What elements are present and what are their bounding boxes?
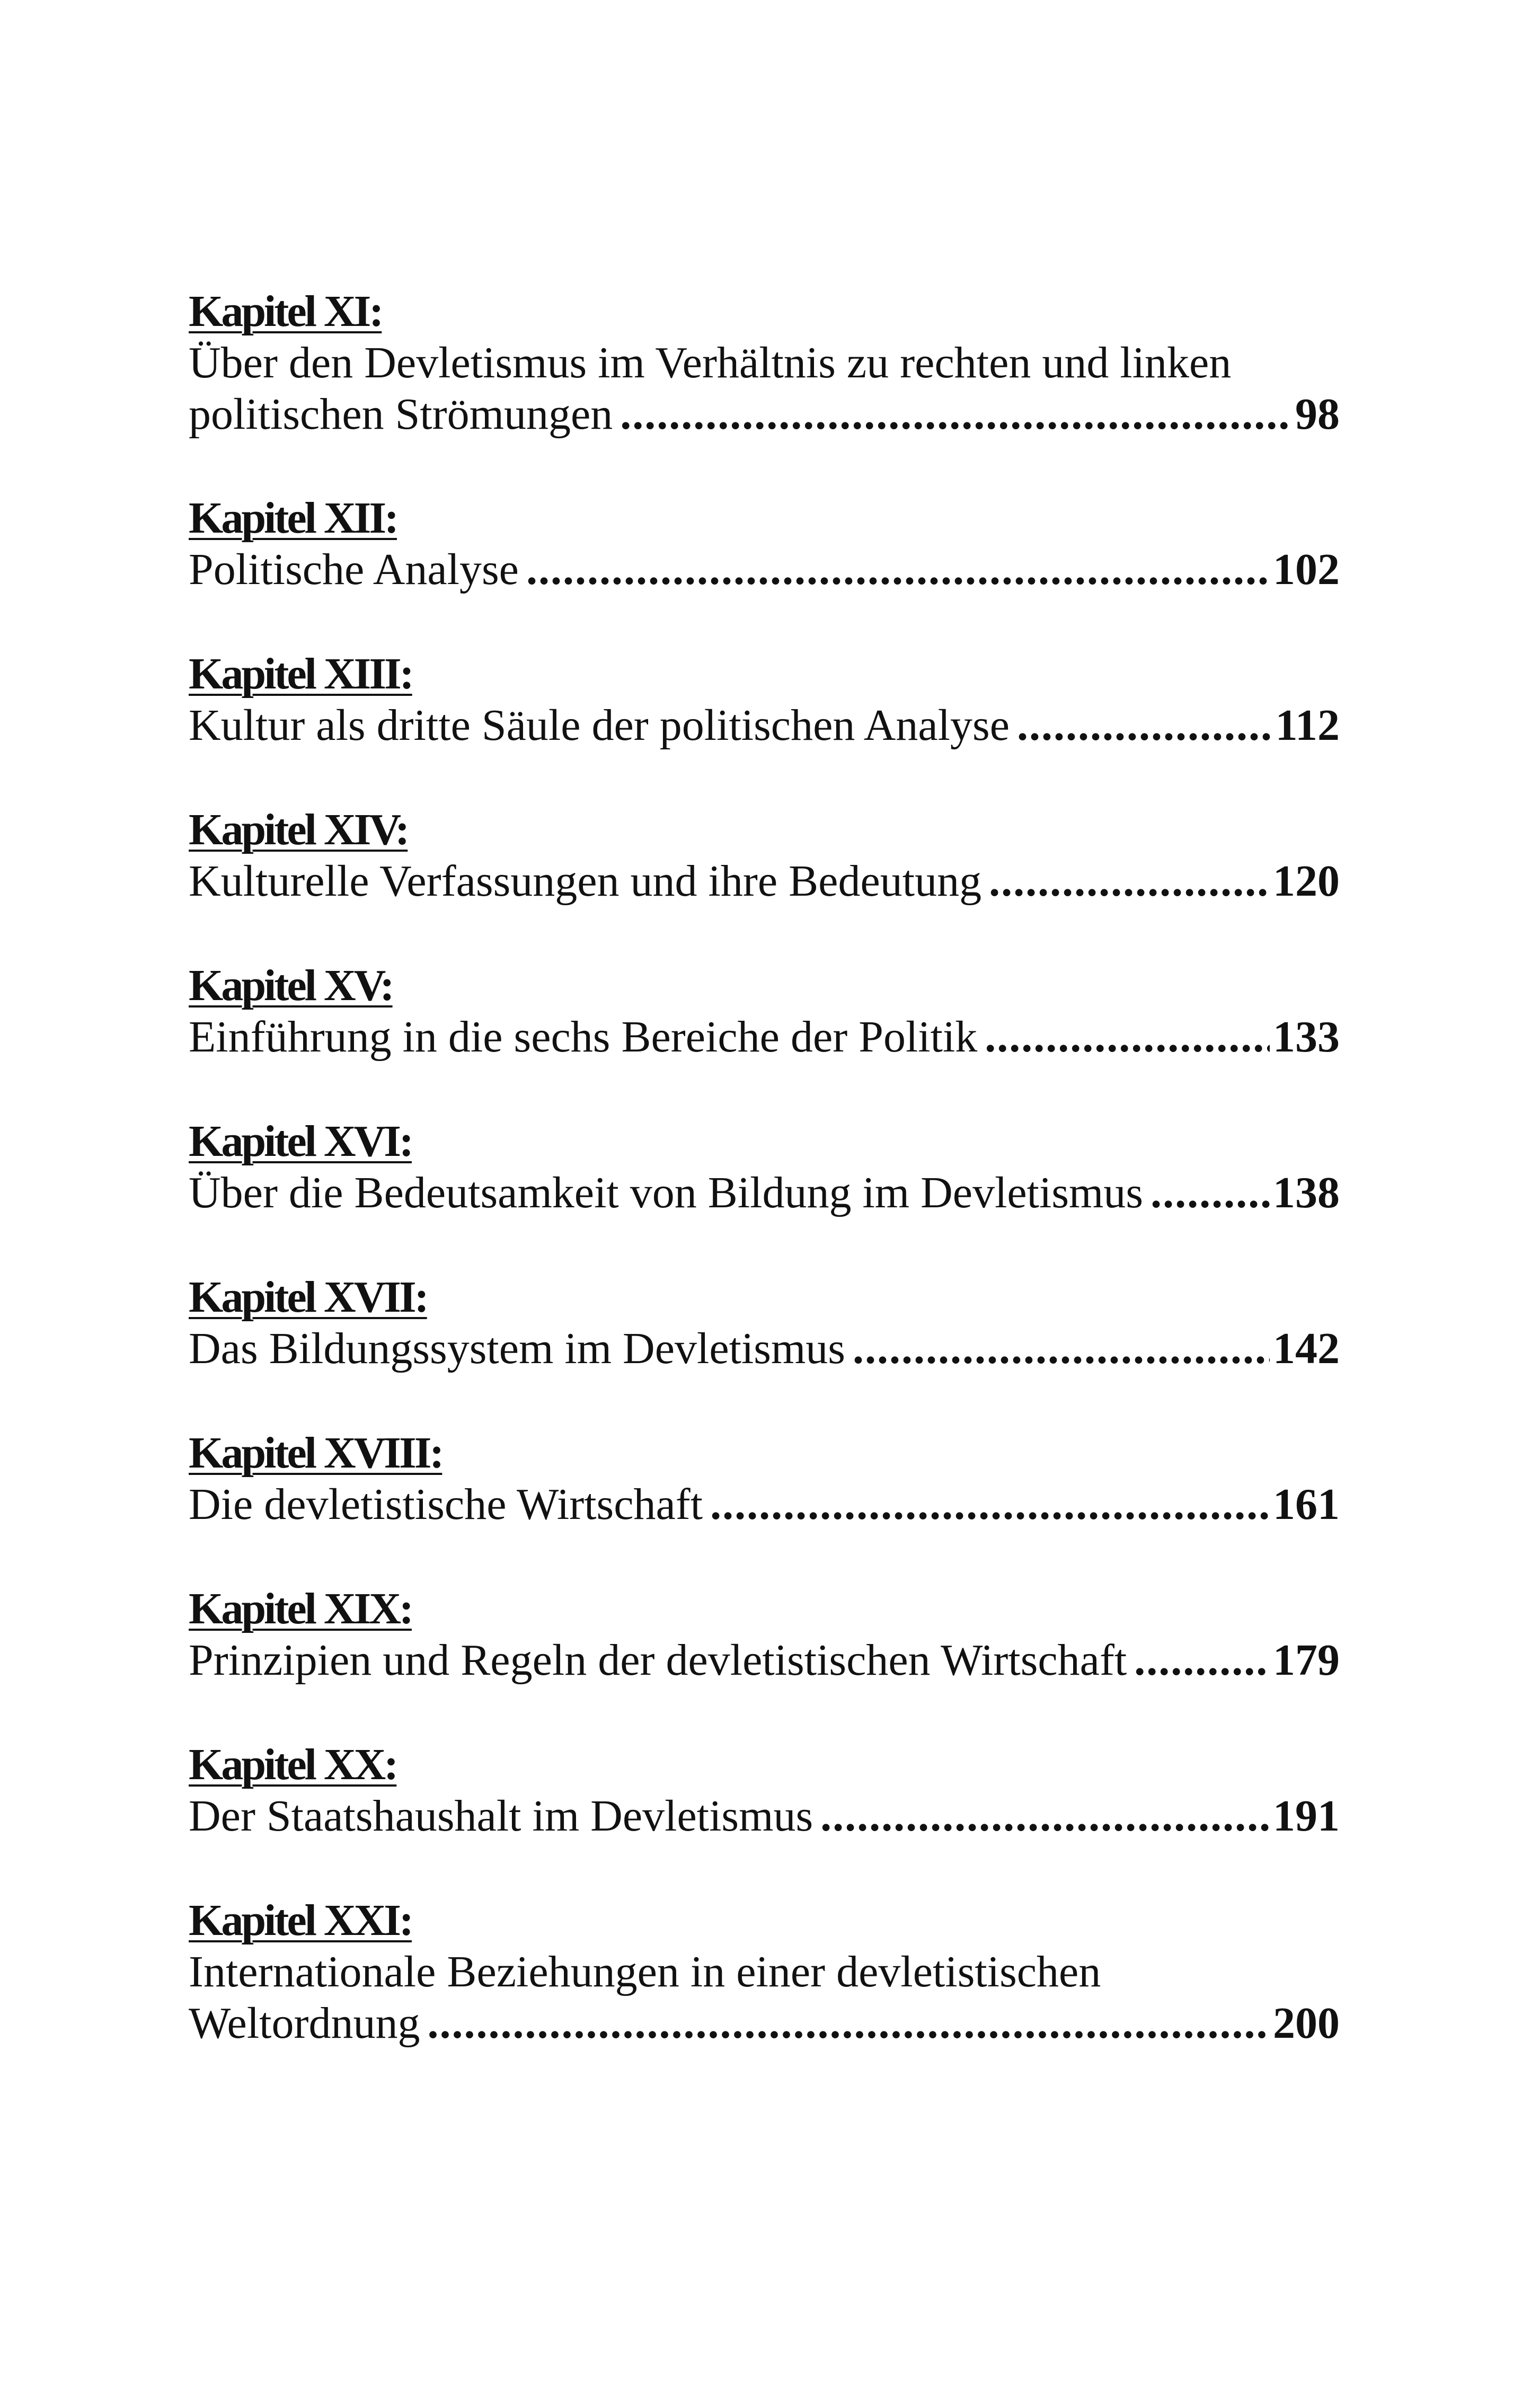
toc-line (189, 1323, 1340, 1374)
dot-leader (985, 1011, 1270, 1063)
chapter-title: Das Bildungssystem im Devletismus (189, 1324, 845, 1373)
toc-entry-kapitel-xv (189, 960, 1340, 1116)
toc-line (189, 1634, 1340, 1686)
chapter-heading: Kapitel XVIII: (189, 1428, 442, 1478)
dot-leader (989, 855, 1270, 907)
chapter-title-line: Über den Devletismus im Verhältnis zu rechten und linken (189, 338, 1232, 387)
toc-line (189, 700, 1340, 751)
page-number: 200 (1273, 1999, 1340, 2048)
chapter-heading: Kapitel XII: (189, 493, 397, 543)
chapter-title: Kulturelle Verfassungen und ihre Bedeutung (189, 856, 982, 906)
toc-entry-kapitel-xvii (189, 1272, 1340, 1428)
toc-line (189, 1167, 1340, 1218)
page-number: 112 (1275, 701, 1340, 750)
dot-leader (1134, 1634, 1270, 1686)
page-number: 138 (1273, 1168, 1340, 1217)
toc-line (189, 855, 1340, 907)
chapter-title: Weltordnung (189, 1999, 420, 2048)
toc-entry-kapitel-xx (189, 1739, 1340, 1895)
chapter-heading: Kapitel XIII: (189, 649, 412, 699)
page-number: 142 (1273, 1324, 1340, 1373)
toc-line (189, 1790, 1340, 1842)
dot-leader (710, 1479, 1270, 1530)
chapter-title-line: Internationale Beziehungen in einer devletistischen (189, 1947, 1101, 1996)
dot-leader (428, 1998, 1270, 2049)
chapter-title: Prinzipien und Regeln der devletistischen Wirtschaft (189, 1636, 1127, 1685)
toc-line (189, 388, 1340, 440)
page-number: 191 (1273, 1791, 1340, 1841)
dot-leader (1150, 1167, 1270, 1218)
page-number: 161 (1273, 1480, 1340, 1529)
dot-leader (820, 1790, 1270, 1842)
dot-leader (620, 388, 1292, 440)
chapter-title: Kultur als dritte Säule der politischen Analyse (189, 701, 1010, 750)
toc-entry-kapitel-xxi (189, 1895, 1340, 2102)
page-number: 133 (1273, 1012, 1340, 1062)
dot-leader (526, 544, 1270, 595)
chapter-heading: Kapitel XVI: (189, 1117, 412, 1166)
chapter-title: Die devletistische Wirtschaft (189, 1480, 703, 1529)
chapter-title: Der Staatshaushalt im Devletismus (189, 1791, 813, 1841)
toc-entry-kapitel-xvi (189, 1116, 1340, 1272)
chapter-title: politischen Strömungen (189, 390, 613, 439)
toc-line (189, 1011, 1340, 1063)
chapter-heading: Kapitel XX: (189, 1740, 397, 1789)
chapter-heading: Kapitel XI: (189, 287, 382, 336)
chapter-title: Einführung in die sechs Bereiche der Politik (189, 1012, 978, 1062)
toc-entry-kapitel-xi (189, 286, 1340, 493)
dot-leader (1017, 700, 1272, 751)
toc-line (189, 544, 1340, 595)
chapter-title: Politische Analyse (189, 545, 519, 594)
chapter-heading: Kapitel XV: (189, 961, 393, 1010)
chapter-title: Über die Bedeutsamkeit von Bildung im Devletismus (189, 1168, 1144, 1217)
chapter-heading: Kapitel XXI: (189, 1896, 412, 1945)
toc-entry-kapitel-xii (189, 493, 1340, 649)
chapter-heading: Kapitel XIX: (189, 1584, 412, 1633)
toc-entry-kapitel-xiv (189, 805, 1340, 960)
toc-line (189, 1479, 1340, 1530)
toc-entry-kapitel-xviii (189, 1428, 1340, 1584)
toc-entry-kapitel-xiii (189, 649, 1340, 805)
dot-leader (853, 1323, 1270, 1374)
toc-line (189, 1998, 1340, 2049)
page-number: 120 (1273, 856, 1340, 906)
table-of-contents (189, 286, 1340, 2102)
chapter-heading: Kapitel XVII: (189, 1272, 427, 1322)
page-number: 102 (1273, 545, 1340, 594)
chapter-heading: Kapitel XIV: (189, 805, 408, 854)
page-number: 179 (1273, 1636, 1340, 1685)
page-number: 98 (1295, 390, 1340, 439)
toc-entry-kapitel-xix (189, 1584, 1340, 1739)
